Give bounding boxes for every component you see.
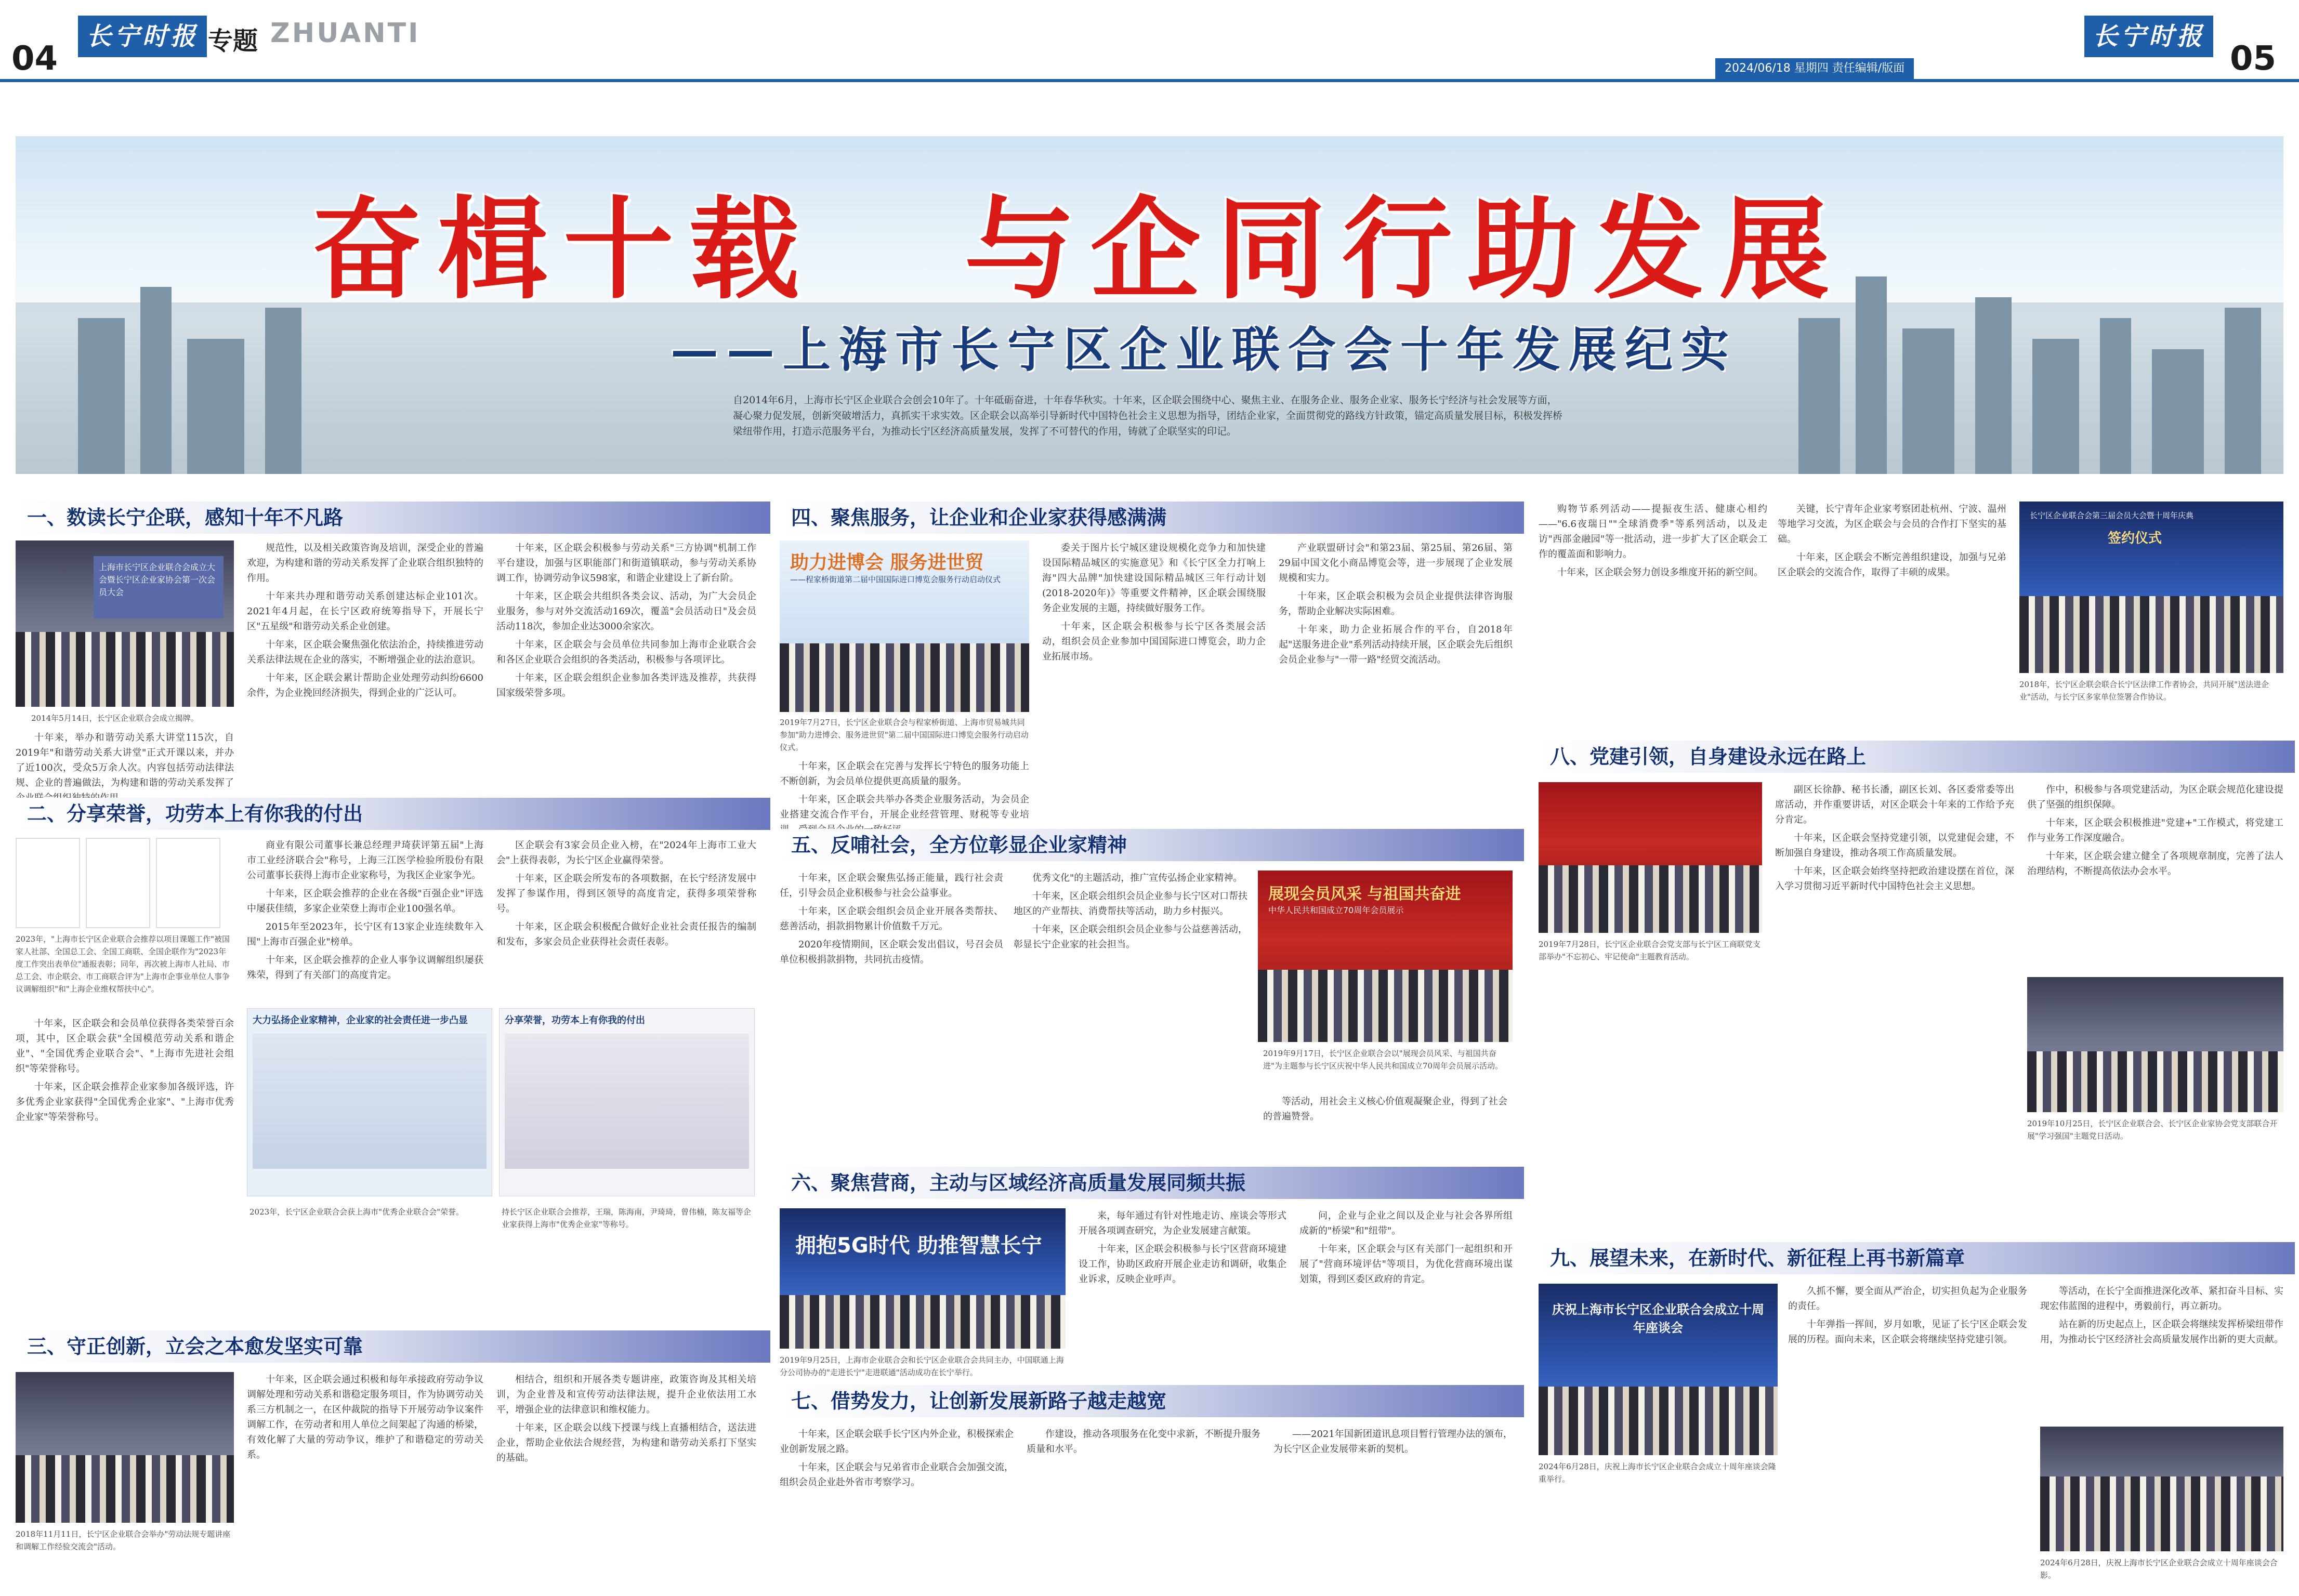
section-5-header: 五、反哺社会，全方位彰显企业家精神 [780, 829, 1524, 861]
section-2-header: 二、分享荣誉，功劳本上有你我的付出 [16, 798, 770, 830]
section-6-header: 六、聚焦营商，主动与区域经济高质量发展同频共振 [780, 1167, 1524, 1199]
paragraph: 产业联盟研讨会"和第23届、第25届、第26届、第29届中国文化小商品博览会等，进一步展现了企业发展规模和实力。 [1279, 543, 1513, 584]
photo-title: 展现会员风采 与祖国共奋进 [1268, 885, 1461, 903]
paragraph: 十年来，区企联会联手长宁区内外企业，积极探索企业创新发展之路。 [780, 1429, 1014, 1455]
paragraph: 十年来，区企联会聚焦强化依法治企，持续推进劳动关系法律法规在企业的落实，不断增强企业的法治意识。 [247, 639, 483, 665]
paragraph: 十年来，区企联会与会员单位共同参加上海市企业联合会和各区企业联合会组织的各类活动，积极参与各项评比。 [496, 639, 756, 665]
section-5-photo [1258, 870, 1513, 1042]
paragraph: 十年来，区企联会和会员单位获得各类荣誉百余项，其中，区企联会获"全国模范劳动关系和谐企业"、"全国优秀企业联合会"、"上海市先进社会组织"等荣誉称号。 [16, 1018, 234, 1074]
paragraph: 2015年至2023年，长宁区有13家企业连续数年入围"上海市百强企业"榜单。 [247, 921, 483, 947]
section-1-photo [16, 540, 234, 707]
event-sign: 上海市长宁区企业联合会成立大会暨长宁区企业家协会第一次会员大会 [94, 556, 224, 618]
paragraph: 十年弹指一挥间，岁月如歌，见证了长宁区企联会发展的历程。面向未来，区企联会将继续坚持党建引领。 [1788, 1319, 2027, 1345]
section-1-col-3 [496, 540, 756, 790]
section-4-col-1 [780, 759, 1029, 826]
newspaper-logo: 长宁时报 [78, 16, 207, 57]
section-7-col-3 [1273, 1427, 1513, 1582]
top-right-caption: 2018年，长宁区企联会联合长宁区法律工作者协会，共同开展"送法进企业"活动，与长宁区多家单位签署合作协议。 [2019, 680, 2269, 702]
paragraph: 2020年疫情期间，区企联会发出倡议，号召会员单位积极捐款捐物，共同抗击疫情。 [780, 939, 1003, 965]
section-6-col-2 [1299, 1208, 1513, 1380]
paragraph: 等活动，在长宁全面推进深化改革、紧扣奋斗目标、实现宏伟蓝图的进程中，勇毅前行，再立新功。 [2040, 1286, 2283, 1312]
paragraph: 作中，积极参与各项党建活动，为区企联会规范化建设提供了坚强的组织保障。 [2027, 784, 2283, 810]
section-8-col-1 [1775, 782, 2014, 1224]
paragraph: 十年来，区企联会通过积极和每年承接政府劳动争议调解处理和劳动关系和谐稳定服务项目，作为协调劳动关系三方机制之一，在区仲裁院的指导下开展劳动争议案件调解工作，在劳动者和用人单位之间架起了沟通的桥梁，有效化解了大量的劳动争议，维护了和谐稳定的劳动关系。 [247, 1374, 483, 1460]
section-4-col-2 [1042, 540, 1266, 826]
paragraph: 商业有限公司董事长兼总经理尹琦获评第五届"上海市工业经济联合会"称号，上海三江医学检验所股份有限公司董事长获得上海市企业家称号，为我区企业家争光。 [247, 840, 483, 881]
paragraph: 十年来，举办和谐劳动关系大讲堂115次，自2019年"和谐劳动关系大讲堂"正式开课以来，并办了近100次，受众5万余人次。内容包括劳动法律法规、企业的普遍做法，为构建和谐的劳动关系发挥了 [16, 732, 234, 788]
paragraph: 十年来，区企联会积极参与长宁区各类展会活动，组织会员企业参加中国国际进口博览会，助力企业拓展市场。 [1042, 621, 1266, 662]
paragraph: 副区长徐静、秘书长潘，副区长刘、各区委常委等出席活动，并作重要讲话，对区企联会十年来的工作给予充分肯定。 [1775, 784, 2014, 825]
hero-title-left: 奋楫十载 [312, 186, 815, 314]
right-newspaper-logo: 长宁时报 [2084, 16, 2213, 57]
section-title: 专题 [208, 27, 258, 56]
paragraph: 十年来，区企联会始终坚持把政治建设摆在首位，深入学习贯彻习近平新时代中国特色社会主义思想。 [1775, 866, 2014, 892]
section-1-caption: 2014年5月14日，长宁区企业联合会成立揭牌。 [31, 714, 199, 723]
section-2-caption-b: 持长宁区企业联合会推荐，王瑞，陈海南，尹琦琦，曾伟楠，陈友福等企业家获得上海市"优秀企业家"等称号。 [502, 1207, 752, 1229]
paragraph: 十年来，区企联会所发布的各项数据，在长宁经济发展中发挥了参谋作用，得到区领导的高度肯定，获得多项荣誉称号。 [496, 873, 756, 914]
photo-title: 拥抱5G时代 助推智慧长宁 [795, 1234, 1042, 1258]
section-6-photo [780, 1208, 1066, 1349]
hero-subtitle: ——上海市长宁区企业联合会十年发展纪实 [671, 322, 1738, 378]
paragraph: 十年来，区企联会推荐的企业在各级"百强企业"评选中屡获佳绩，多家企业荣登上海市企业100强名单。 [247, 888, 483, 914]
section-3-header: 三、守正创新，立会之本愈发坚实可靠 [16, 1330, 770, 1363]
section-3-col-2 [496, 1372, 756, 1580]
section-3-caption: 2018年11月11日，长宁区企业联合会举办"劳动法规专题讲座和调解工作经验交流会"活动。 [16, 1529, 231, 1551]
section-6-col-1 [1079, 1208, 1286, 1380]
paragraph: 等活动，用社会主义核心价值观凝聚企业，得到了社会的普遍赞誉。 [1263, 1096, 1507, 1122]
paragraph: 作建设，推动各项服务在化变中求新，不断提升服务质量和水平。 [1027, 1429, 1260, 1455]
paragraph: 十年来，区企联会组织会员企业参与长宁区对口帮扶地区的产业帮扶、消费帮扶等活动，助力乡村振兴。 [1014, 891, 1247, 917]
section-5-col-3 [1263, 1094, 1507, 1156]
photo-subtitle: 中华人民共和国成立70周年会员展示 [1268, 905, 1404, 915]
paragraph: 十年来，助力企业拓展合作的平台，自2018年起"送服务进企业"系列活动持续开展，区企联会先后组织会员企业参与"一带一路"经贸交流活动。 [1279, 624, 1513, 665]
certificate-1 [16, 838, 80, 928]
paragraph: 十年来，区企联会努力创设多维度开拓的新空间。 [1557, 567, 1763, 578]
section-9-col-1 [1788, 1284, 2027, 1585]
section-8-caption-b: 2019年10月25日，长宁区企业联合会、长宁区企业家协会党支部联合开展"学习强国"主题党日活动。 [2027, 1119, 2278, 1141]
paragraph: 十年来，区企联会共举办各类企业服务活动，为会员企业搭建交流合作平台，开展企业经营管理、财税等专业培 [780, 794, 1029, 820]
right-page-number: 05 [2230, 39, 2277, 78]
section-6-caption: 2019年9月25日，上海市企业联合会和长宁区企业联合会共同主办，中国联通上海分公司协办的"走进长宁"走进联通"活动成功在长宁举行。 [780, 1355, 1064, 1377]
section-9-caption: 2024年6月28日，庆祝上海市长宁区企业联合会成立十周年座谈会隆重举行。 [1539, 1462, 1776, 1484]
paragraph: 十年来，区企联会积极为会员企业提供法律咨询服务，帮助企业解决实际困难。 [1279, 591, 1513, 617]
section-9-photo-b [2040, 1427, 2283, 1551]
paragraph: ——2021年国新团道讯息项目暂行管理办法的颁布，为长宁区企业发展带来新的契机。 [1273, 1429, 1513, 1455]
paragraph: 十年来，区企联会建立健全了各项规章制度，完善了法人治理结构，不断提高依法办会水平。 [2027, 851, 2283, 877]
paragraph: 问，企业与企业之间以及企业与社会各界所组成新的"桥梁"和"纽带"。 [1299, 1210, 1513, 1236]
left-page-number: 04 [11, 39, 58, 78]
paragraph: 十年来，区企联会聚焦弘扬正能量，践行社会责任，引导会员企业积极参与社会公益事业。 [780, 873, 1003, 899]
paragraph: 十年来，区企联会在完善与发挥长宁特色的服务功能上不断创新，为会员单位提供更高质量的服务。 [780, 761, 1029, 787]
paragraph: 十年来，区企联会不断完善组织建设，加强与兄弟区企联会的交流合作，取得了丰硕的成果。 [1778, 552, 2006, 578]
section-3-col-1 [247, 1372, 483, 1580]
paragraph: 十年来，区企联会累计帮助企业处理劳动纠纷6600余件，为企业挽回经济损失，得到企业的广泛认可。 [247, 672, 483, 698]
section-5-col-2 [1014, 870, 1247, 1162]
top-right-col-2 [1778, 502, 2006, 772]
section-8-photo-b [2027, 977, 2283, 1112]
page-header [0, 0, 2299, 78]
certificate-3 [156, 838, 220, 928]
section-1-col-1 [16, 730, 234, 793]
section-2-col-1 [16, 1016, 234, 1317]
paragraph: 区企联会有3家会员企业入榜，在"2024年上海市工业大会"上获得表彰，为长宁区企业赢得荣誉。 [496, 840, 756, 866]
section-1-col-2 [247, 540, 483, 790]
section-4-photo [780, 540, 1029, 712]
section-8-caption-a: 2019年7月28日，长宁区企业联合会党支部与长宁区工商联党支部举办"不忘初心、牢记使命"主题教育活动。 [1539, 940, 1761, 961]
section-5-col-1 [780, 870, 1003, 1162]
hero-title [312, 161, 1845, 320]
paragraph: 十年来，区企联会共组织各类会议、活动，为广大会员企业服务，参与对外交流活动169次，覆盖"会员活动日"及会员活动118次，参加企业达3000余家次。 [496, 591, 756, 632]
section-title-en: ZHUANTI [270, 18, 421, 49]
section-8-photo-a [1539, 782, 1762, 933]
banner-title: 助力进博会 服务进世贸 [790, 552, 984, 573]
paragraph: 十年来，区企联会以线下授课与线上直播相结合，送法进企业，帮助企业依法合规经营，为构建和谐劳动关系打下坚实的基础。 [496, 1422, 756, 1463]
paragraph: 站在新的历史起点上，区企联会将继续发挥桥梁纽带作用，为推动长宁区经济社会高质量发展作出新的更大贡献。 [2040, 1319, 2283, 1345]
paragraph: 购物节系列活动——提振夜生活、健康心相约——"6.6夜瑞日""全球消费季"等系列活动，以及走访"西部金融园"等一批活动，进一步扩大了区企联会工作的覆盖面和影响力。 [1539, 504, 1767, 560]
header-rule [0, 79, 2299, 82]
paragraph: 来，每年通过有针对性地走访、座谈会等形式开展各项调查研究，为企业发展建言献策。 [1079, 1210, 1286, 1236]
paragraph: 十年来，区企联会组织会员企业参与公益慈善活动，彰显长宁企业家的社会担当。 [1014, 924, 1247, 950]
paragraph: 十年来，区企联会组织企业参加各类评选及推荐，共获得国家级荣誉多项。 [496, 672, 756, 698]
section-8-col-2 [2027, 782, 2283, 969]
certificate-2 [86, 838, 150, 928]
paragraph: 十年来，区企联会坚持党建引领，以党建促会建，不断加强自身建设，推动各项工作高质量发展。 [1775, 833, 2014, 859]
paragraph: 规范性，以及相关政策咨询及培训，深受企业的普遍欢迎，为构建和谐的劳动关系发挥了企业联合组织独特的作用。 [247, 543, 483, 584]
section-9-col-2 [2040, 1284, 2283, 1419]
section-9-caption-b: 2024年6月28日，庆祝上海市长宁区企业联合会成立十周年座谈会合影。 [2040, 1558, 2278, 1580]
section-2-col-3 [496, 838, 756, 999]
section-9-photo [1539, 1284, 1778, 1455]
inset-article-right [499, 1008, 755, 1196]
date-strip: 2024/06/18 星期四 责任编辑/版面 [1715, 58, 1914, 79]
paragraph: 关键，长宁青年企业家考察团赴杭州、宁波、温州等地学习交流，为区企联会与会员的合作打下坚实的基础。 [1778, 504, 2006, 545]
section-5-caption: 2019年9月17日，长宁区企业联合会以"展现会员风采、与祖国共奋进"为主题参与长宁区庆祝中华人民共和国成立70周年会员展示活动。 [1263, 1049, 1503, 1071]
section-3-photo [16, 1372, 234, 1523]
paragraph: 十年来，区企联会组织会员企业开展各类帮扶、慈善活动，捐款捐物累计价值数千万元。 [780, 906, 1003, 932]
paragraph: 十年来共办理和谐劳动关系创建达标企业101次。2021年4月起，在长宁区政府统筹指导下，开展长宁区"五星级"和谐劳动关系企业创建。 [247, 591, 483, 632]
inset-article-left [247, 1008, 492, 1196]
section-4-caption: 2019年7月27日，长宁区企业联合会与程家桥街道、上海市贸易城共同参加"助力进博会、服务进世贸"第二届中国国际进口博览会服务行动启动仪式。 [780, 718, 1029, 752]
banner-subtitle: ——程家桥街道第二届中国国际进口博览会服务行动启动仪式 [790, 575, 1001, 584]
paragraph: 委关于图片长宁城区建设规模化竞争力和加快建设国际精品城区的实施意见》和《长宁区全力打响上海"四大品牌"加快建设国际精品城区三年行动计划(2018-2020年)》等重要文件精神，区企联会围绕服务企业发展的主题，持续做好服务工作。 [1042, 543, 1266, 614]
section-7-header: 七、借势发力，让创新发展新路子越走越宽 [780, 1385, 1524, 1417]
paragraph: 十年来，区企联会推荐企业家参加各级评选，许多优秀企业家获得"全国优秀企业家"、"上海市优秀企业家"等荣誉称号。 [16, 1081, 234, 1123]
paragraph: 十年来，区企联会积极推进"党建+"工作模式，将党建工作与业务工作深度融合。 [2027, 817, 2283, 843]
section-7-col-2 [1027, 1427, 1260, 1582]
paragraph: 十年来，区企联会与兄弟省市企业联合会加强交流，组织会员企业赴外省市考察学习。 [780, 1462, 1014, 1488]
section-9-header: 九、展望未来，在新时代、新征程上再书新篇章 [1539, 1242, 2295, 1274]
section-2-col-2 [247, 838, 483, 999]
top-right-col-1 [1539, 502, 1767, 772]
photo-title: 签约仪式 [2108, 531, 2162, 546]
paragraph: 相结合，组织和开展各类专题讲座，政策咨询及其相关培训，为企业普及和宣传劳动法律法规，提升企业依法用工水平，增强企业的法律意识和维权能力。 [496, 1374, 756, 1415]
section-4-header: 四、聚焦服务，让企业和企业家获得感满满 [780, 502, 1524, 534]
hero-title-right: 与企同行助发展 [964, 186, 1845, 314]
section-2-caption: 2023年，"上海市长宁区企业联合会推荐以项目课题工作"被国家人社部、全国总工会、全国工商联、全国企联作为"2023年度工作突出表单位"通报表彰；同年，再次被上海市人社局、市总工会、市企联会、市工商联合评为"上海市企事业单位人事争议调解组织"和"上海企业维权帮扶中心"。 [16, 934, 230, 994]
photo-banner: 长宁区企业联合会第三届会员大会暨十周年庆典 [2030, 511, 2194, 520]
paragraph: 十年来，区企联会积极参与劳动关系"三方协调"机制工作平台建设，加强与区职能部门和街道镇联动，参与劳动关系协调工作，协调劳动争议598家，和谐企业建设上了新台阶。 [496, 543, 756, 584]
section-7-col-1 [780, 1427, 1014, 1582]
section-8-header: 八、党建引领，自身建设永远在路上 [1539, 741, 2295, 773]
section-4-col-3 [1279, 540, 1513, 826]
paragraph: 优秀文化"的主题活动，推广宣传弘扬企业家精神。 [1032, 873, 1243, 883]
paragraph: 十年来，区企联会推荐的企业人事争议调解组织屡获殊荣，得到了有关部门的高度肯定。 [247, 955, 483, 981]
paragraph: 十年来，区企联会积极配合做好企业社会责任报告的编制和发布，多家会员企业获得社会责任表彰。 [496, 921, 756, 947]
section-2-caption-a: 2023年，长宁区企业联合会获上海市"优秀企业联合会"荣誉。 [249, 1207, 464, 1217]
top-right-photo [2019, 502, 2283, 673]
inset-right-title: 分享荣誉，功劳本上有你我的付出 [505, 1015, 645, 1026]
section-1-header: 一、数读长宁企联，感知十年不凡路 [16, 502, 770, 534]
inset-left-title: 大力弘扬企业家精神，企业家的社会责任进一步凸显 [253, 1015, 468, 1026]
hero-intro: 自2014年6月，上海市长宁区企业联合会创会10年了。十年砥砺奋进，十年春华秋实。十年来，区企联会围绕中心、聚焦主业、在服务企业、服务企业家、服务长宁经济与社会发展等方面，凝心聚力促发展，创新突破增活力，真抓实干求实效。区企联会以高举引导新时代中国特色社会主义思想为指导，团结企业家，全面贯彻党的路线方针政策，锚定高质量发展目标，积极发挥桥梁纽带作用，打造示范服务平台，为推动长宁区经济高质量发展，发挥了不可替代的作用，铸就了企联坚实的印记。 [733, 394, 1563, 437]
paragraph: 十年来，区企联会积极参与长宁区营商环境建设工作，协助区政府开展企业走访和调研，收集企业诉求，反映企业呼声。 [1079, 1244, 1286, 1285]
paragraph: 十年来，区企联会与区有关部门一起组织和开展了"营商环境评估"等项目，为优化营商环境出谋划策，得到区委区政府的肯定。 [1299, 1244, 1513, 1285]
paragraph: 久抓不懈，要全面从严治企，切实担负起为企业服务的责任。 [1788, 1286, 2027, 1312]
photo-title: 庆祝上海市长宁区企业联合会成立十周年座谈会 [1552, 1302, 1764, 1335]
